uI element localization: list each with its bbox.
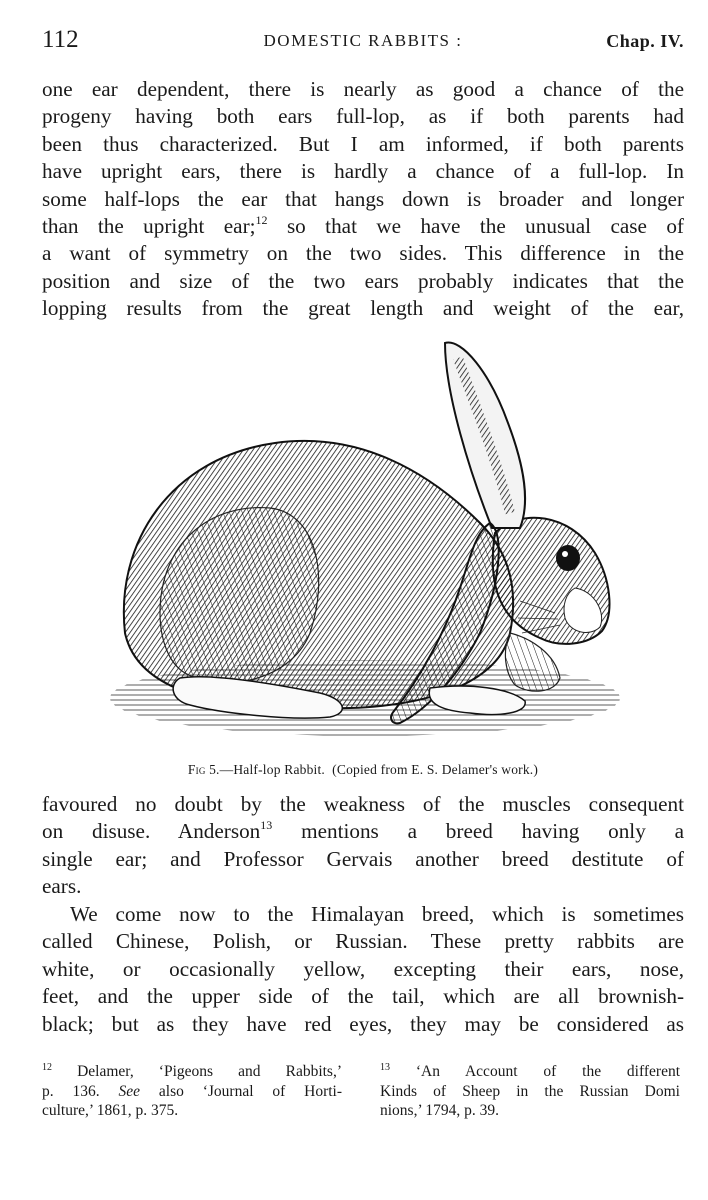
text-line: a want of symmetry on the two sides. This difference in the bbox=[42, 241, 684, 266]
text-line: position and size of the two ears probably indicates that the bbox=[42, 268, 684, 293]
text-line: favoured no doubt by the weakness of the muscles consequent bbox=[42, 792, 684, 816]
text-line: some half-lops the ear that hangs down is broader and longer bbox=[42, 186, 684, 211]
footnote-line: nions,’ 1794, p. 39. bbox=[380, 1102, 499, 1119]
text-line: We come now to the Himalayan breed, which is sometimes bbox=[70, 902, 684, 926]
text-line: have upright ears, there is hardly a chance of a full-lop. In bbox=[42, 159, 684, 184]
footnote-ref-13: 13 bbox=[260, 818, 273, 833]
figure-source: (Copied from E. S. Delamer's work.) bbox=[332, 762, 539, 777]
figure-caption bbox=[42, 762, 684, 778]
footnote-line: culture,’ 1861, p. 375. bbox=[42, 1102, 179, 1119]
running-title: DOMESTIC RABBITS : bbox=[263, 31, 463, 50]
text-fragment: mentions a breed having only a bbox=[301, 819, 684, 844]
text-line-with-ref bbox=[42, 818, 684, 845]
text-fragment: p. 136. bbox=[42, 1082, 100, 1100]
footnote-marker: 13 bbox=[380, 1062, 390, 1073]
footnote-line bbox=[42, 1062, 342, 1082]
text-line: one ear dependent, there is nearly as good a chance of the bbox=[42, 77, 684, 101]
text-line-with-ref bbox=[42, 213, 684, 240]
text-line: lopping results from the great length and weight of the ear, bbox=[42, 296, 684, 321]
paragraph-bottom bbox=[42, 901, 684, 1038]
page-number: 112 bbox=[42, 26, 79, 53]
text-line: white, or occasionally yellow, excepting their ears, nose, bbox=[42, 956, 684, 981]
rabbit-engraving bbox=[100, 333, 630, 753]
paragraph-top bbox=[42, 76, 684, 323]
half-lop-rabbit-illustration bbox=[100, 333, 630, 753]
text-fragment: ‘An Account of the different bbox=[415, 1063, 681, 1080]
text-line: feet, and the upper side of the tail, which are all brownish- bbox=[42, 984, 684, 1009]
paragraph-middle bbox=[42, 791, 684, 901]
text-fragment: See bbox=[118, 1082, 141, 1100]
text-fragment: so that we have the unusual case of bbox=[286, 213, 684, 238]
text-fragment: than the upright ear; bbox=[42, 213, 256, 238]
text-fragment: Delamer, ‘Pigeons and Rabbits,’ bbox=[77, 1063, 343, 1080]
text-line: called Chinese, Polish, or Russian. These pretty rabbits are bbox=[42, 929, 684, 954]
footnote-marker: 12 bbox=[42, 1062, 52, 1073]
text-fragment: also ‘Journal of Horti- bbox=[158, 1082, 343, 1100]
text-line: black; but as they have red eyes, they may be considered as bbox=[42, 1011, 684, 1036]
chapter-label: Chap. IV. bbox=[606, 31, 684, 51]
footnote-line: Kinds of Sheep in the Russian Domi bbox=[380, 1082, 680, 1100]
text-fragment: on disuse. Anderson bbox=[42, 819, 261, 844]
figure-title: Half-lop Rabbit. bbox=[233, 762, 326, 777]
footnote-ref-12: 12 bbox=[255, 212, 268, 227]
text-line: ears. bbox=[42, 874, 82, 899]
running-head bbox=[42, 26, 684, 56]
footnote-line bbox=[42, 1082, 342, 1102]
text-line: progeny having both ears full-lop, as if both parents had bbox=[42, 104, 684, 129]
footnote-line bbox=[380, 1062, 680, 1082]
figure-label: Fig 5.— bbox=[187, 762, 234, 777]
footnote-12 bbox=[42, 1062, 342, 1121]
text-line: been thus characterized. But I am informed, if both parents bbox=[42, 131, 684, 156]
footnote-13 bbox=[380, 1062, 680, 1121]
text-line: single ear; and Professor Gervais another breed destitute of bbox=[42, 846, 684, 871]
